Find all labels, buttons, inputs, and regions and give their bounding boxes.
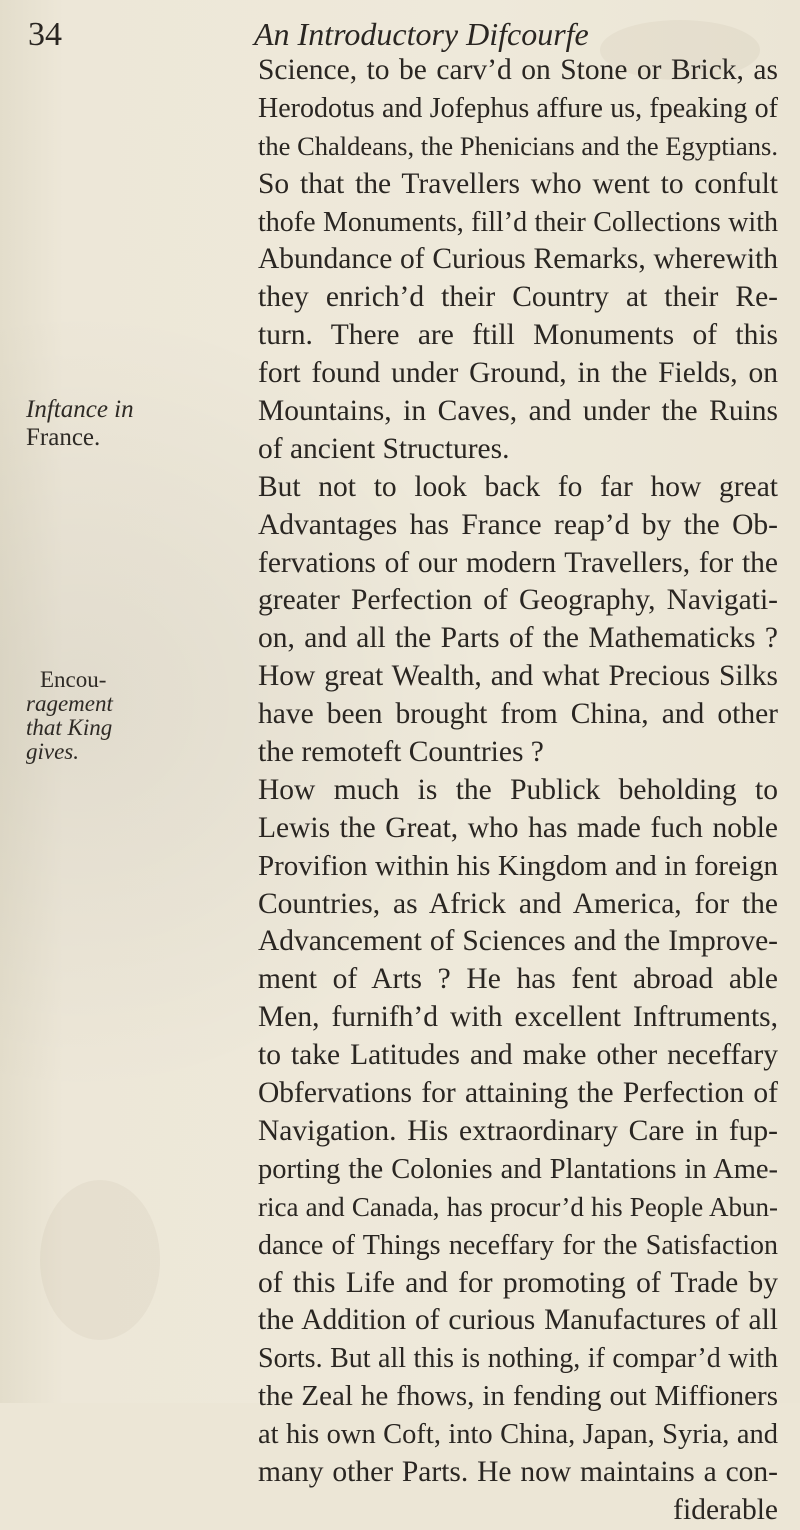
text-line: the remoteft Countries ? [258,736,544,769]
marginal-note-encouragement [26,668,256,764]
text-line: have been brought from China, and other [258,698,778,731]
text-line: Herodotus and Jofephus affure us, fpeaking of [258,92,778,124]
text-line: Sorts. But all this is nothing, if compar’d with [258,1343,778,1375]
text-line: the Addition of curious Manufactures of all [258,1304,778,1337]
catchword: fiderable [673,1493,778,1526]
text-line: the Chaldeans, the Phenicians and the Egyptians. [258,130,778,161]
text-line: Countries, as Africk and America, for the [258,887,778,920]
marginal-note-line: that King [26,715,113,740]
text-line: greater Perfection of Geography, Navigati- [258,584,778,617]
text-line: rica and Canada, has procur’d his People Abun- [258,1191,778,1222]
text-line: porting the Colonies and Plantations in Ame- [258,1153,778,1185]
text-line: Obfervations for attaining the Perfection of [258,1077,778,1110]
text-line: How great Wealth, and what Precious Silks [258,660,778,693]
text-line: ment of Arts ? He has fent abroad able [258,963,778,996]
marginal-note-line: Encou- [40,667,107,692]
text-line: to take Latitudes and make other neceffary [258,1039,778,1072]
text-line: So that the Travellers who went to confult [258,167,778,200]
text-line: turn. There are ftill Monuments of this [258,319,778,352]
text-line: fort found under Ground, in the Fields, on [258,357,778,390]
text-line: thofe Monuments, fill’d their Collections with [258,206,778,238]
text-line: of ancient Structures. [258,432,510,465]
text-line: Advantages has France reap’d by the Ob- [258,508,778,541]
text-line: Navigation. His extraordinary Care in fup- [258,1114,778,1147]
text-line: the Zeal he fhows, in fending out Miffioners [258,1380,778,1413]
page-number: 34 [28,16,62,53]
text-line: dance of Things neceffary for the Satisfaction [258,1229,778,1261]
marginal-note-line: ragement [26,691,113,716]
paper-stain [40,1180,160,1340]
marginal-note-france [26,396,256,452]
text-line: fervations of our modern Travellers, for the [258,546,778,579]
body-text [258,52,778,1530]
text-line: Men, furnifh’d with excellent Inftruments, [258,1001,778,1034]
text-line: Provifion within his Kingdom and in foreign [258,849,778,882]
text-line: Lewis the Great, who has made fuch noble [258,811,778,844]
page-header [0,8,800,58]
marginal-note-line: gives. [26,739,80,764]
text-line: they enrich’d their Country at their Re- [258,281,778,314]
text-line: many other Parts. He now maintains a con- [258,1455,778,1488]
text-line: Science, to be carv’d on Stone or Brick, as [258,54,778,86]
text-line: of this Life and for promoting of Trade by [258,1266,778,1299]
running-head: An Introductory Difcourfe [254,16,589,52]
marginal-note-line: Inftance in [26,396,134,423]
text-line: Abundance of Curious Remarks, wherewith [258,243,778,276]
text-line: Advancement of Sciences and the Improve- [258,925,778,958]
marginal-note-line: France. [26,424,101,451]
text-line: But not to look back fo far how great [258,470,778,503]
text-line: How much is the Publick beholding to [258,773,778,806]
text-line: on, and all the Parts of the Mathematicks ? [258,622,778,655]
text-line: Mountains, in Caves, and under the Ruins [258,395,778,428]
text-line: at his own Coft, into China, Japan, Syria, and [258,1419,778,1451]
